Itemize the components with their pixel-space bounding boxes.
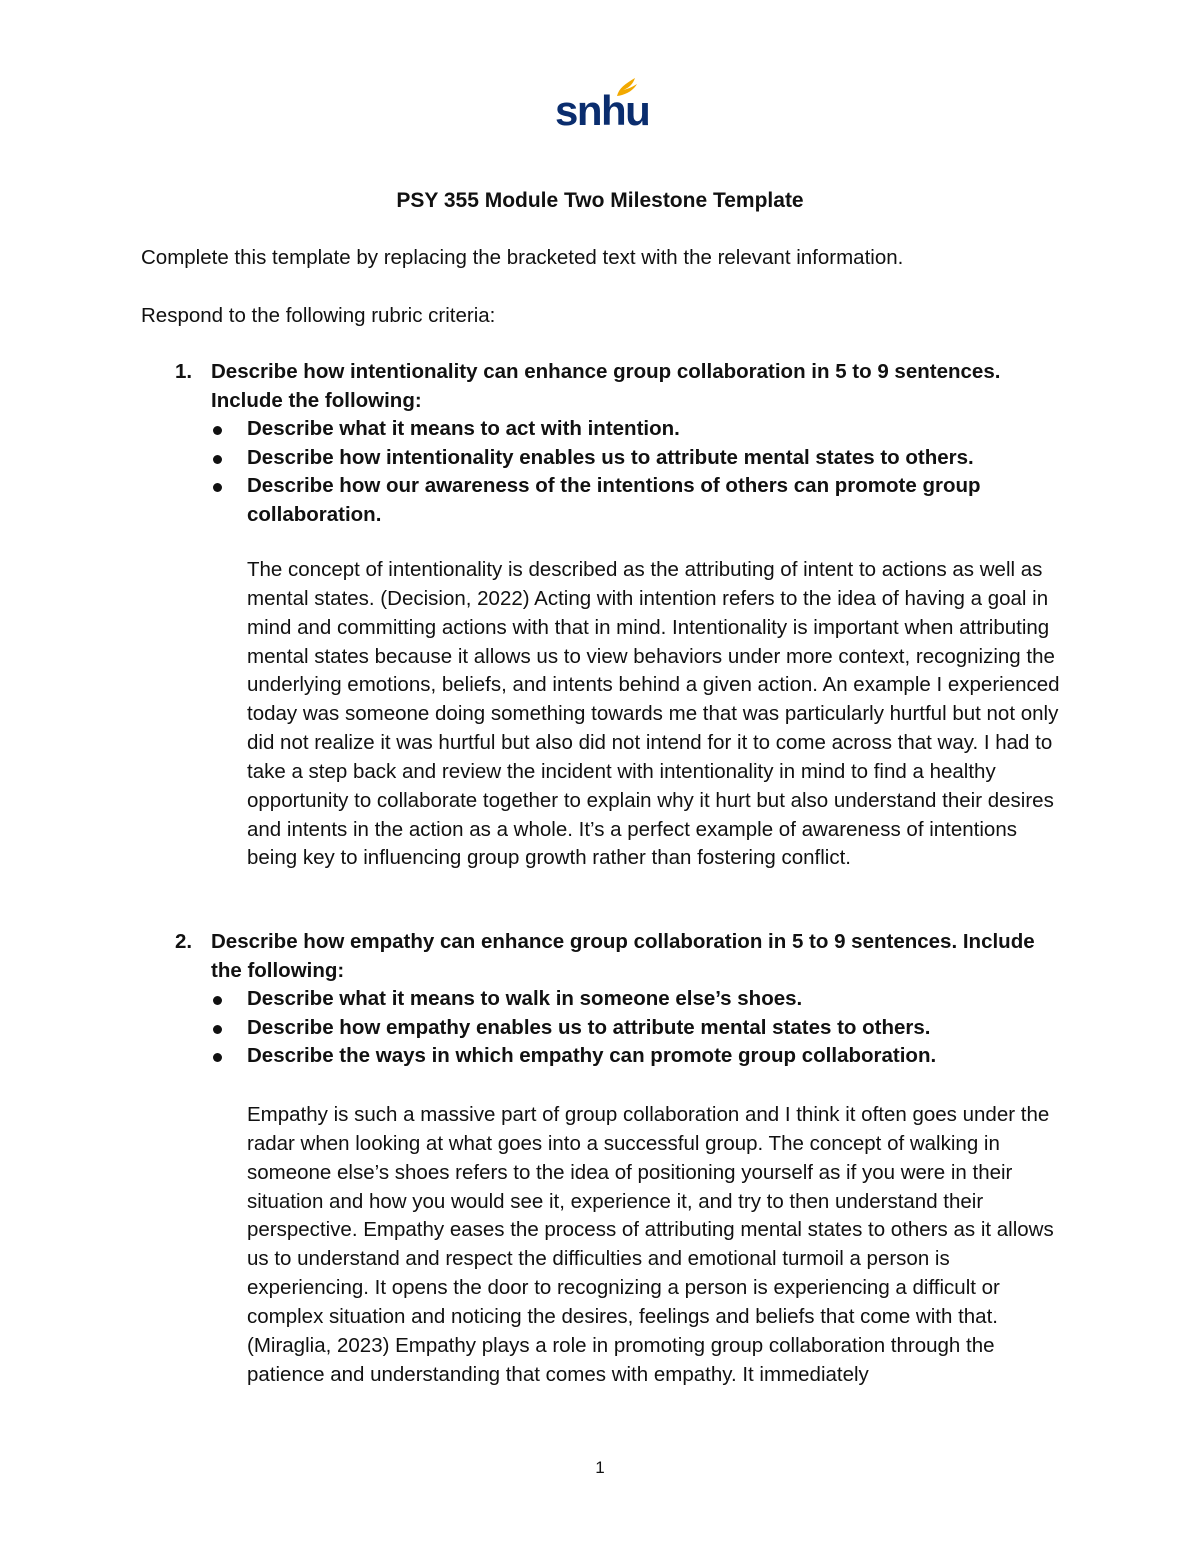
bullet-icon [213, 483, 222, 492]
question-1-bullets [211, 415, 1061, 529]
logo-wordmark: snhu [555, 87, 650, 134]
question-number: 1. [175, 360, 193, 383]
bullet-icon [213, 996, 222, 1005]
list-item: Describe the ways in which empathy can promote group collaboration. [211, 1042, 1061, 1071]
bullet-icon [213, 1053, 222, 1062]
list-item: Describe how intentionality enables us to attribute mental states to others. [211, 444, 1061, 473]
bullet-icon [213, 426, 222, 435]
answer-2: Empathy is such a massive part of group collaboration and I think it often goes under the radar when looking at what goes into a successful group. The concept of walking in someone else’s shoes refers to the idea of positioning yourself as if you were in their situation and how you would see it, experience it, and try to then understand their perspective. Empathy eases the process of attributing mental states to others as it allows us to understand and respect the difficulties and emotional turmoil a person is experiencing. It opens the door to recognizing a person is experiencing a difficult or complex situation and noticing the desires, feelings and beliefs that come with that. (Miraglia, 2023) Empathy plays a role in promoting group collaboration through the patience and understanding that comes with empathy. It immediately [247, 1103, 1054, 1386]
list-item: Describe what it means to act with intention. [211, 415, 1061, 444]
question-prompt: Describe how empathy can enhance group collaboration in 5 to 9 sentences. Include the following: [211, 930, 1035, 982]
question-number: 2. [175, 930, 193, 953]
list-item: Describe what it means to walk in someone else’s shoes. [211, 985, 1061, 1014]
list-item: Describe how our awareness of the intentions of others can promote group collaboration. [211, 472, 1061, 529]
question-2-bullets [211, 985, 1061, 1071]
intro-text: Complete this template by replacing the bracketed text with the relevant information. [141, 246, 904, 269]
document-title: PSY 355 Module Two Milestone Template [396, 189, 804, 212]
question-prompt: Describe how intentionality can enhance group collaboration in 5 to 9 sentences. Include the following: [211, 360, 1001, 412]
bullet-icon [213, 1025, 222, 1034]
page-number: 1 [595, 1458, 605, 1477]
bullet-icon [213, 455, 222, 464]
snhu-logo [555, 74, 650, 134]
list-item: Describe how empathy enables us to attribute mental states to others. [211, 1014, 1061, 1043]
instruction-text: Respond to the following rubric criteria: [141, 304, 496, 327]
answer-1: The concept of intentionality is described as the attributing of intent to actions as well as mental states. (Decision, 2022) Acting with intention refers to the idea of having a goal in mind and committing actions with that in mind. Intentionality is important when attributing mental states because it allows us to view behaviors under more context, recognizing the underlying emotions, beliefs, and intents behind a given action. An example I experienced today was someone doing something towards me that was particularly hurtful but not only did not realize it was hurtful but also did not intend for it to come across that way. I had to take a step back and review the incident with intentionality in mind to find a healthy opportunity to collaborate together to explain why it hurt but also understand their desires and intents in the action as a whole. It’s a perfect example of awareness of intentions being key to influencing group growth rather than fostering conflict. [247, 558, 1060, 870]
